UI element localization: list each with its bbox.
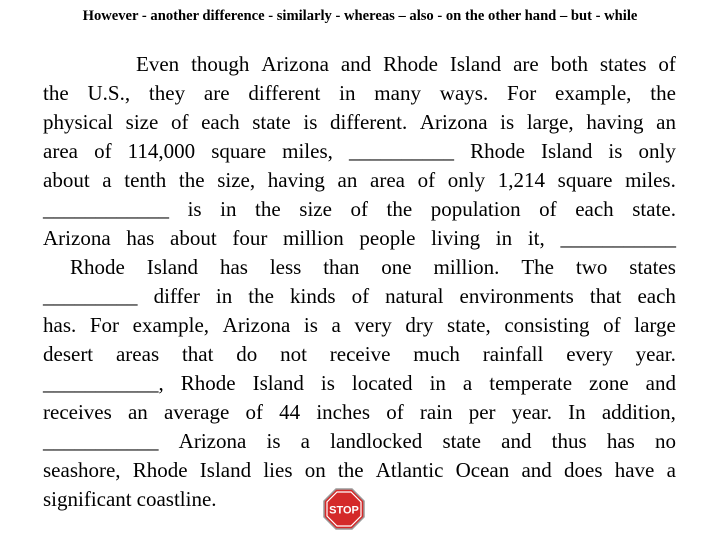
passage-word: each bbox=[575, 197, 614, 221]
passage-line bbox=[43, 311, 676, 340]
passage-word: different. bbox=[330, 110, 408, 134]
passage-word: state. bbox=[632, 197, 676, 221]
passage-word: and bbox=[501, 429, 532, 453]
passage-word: having bbox=[267, 168, 325, 192]
passage-line bbox=[43, 50, 676, 79]
passage-line bbox=[43, 137, 676, 166]
passage-word: is bbox=[266, 429, 281, 453]
passage-line bbox=[43, 224, 676, 253]
passage-word: desert bbox=[43, 342, 94, 366]
passage-word: state bbox=[252, 110, 291, 134]
passage-word: Ocean bbox=[455, 458, 510, 482]
passage-word: Island bbox=[146, 255, 199, 279]
passage-word: the bbox=[248, 284, 274, 308]
passage-word: it, bbox=[527, 226, 545, 250]
passage-word: a bbox=[102, 168, 112, 192]
passage-word: year. bbox=[511, 400, 552, 424]
passage-word: has bbox=[606, 429, 635, 453]
passage-word: states bbox=[599, 52, 647, 76]
passage-word: million. bbox=[433, 255, 500, 279]
passage-word: Arizona bbox=[43, 226, 111, 250]
passage-word: no bbox=[655, 429, 676, 453]
passage-word: Island bbox=[199, 458, 252, 482]
passage-word: landlocked bbox=[330, 429, 423, 453]
passage-word: each bbox=[637, 284, 676, 308]
passage-word: 114,000 bbox=[127, 139, 196, 163]
passage-word: of bbox=[94, 139, 112, 163]
passage bbox=[43, 50, 676, 514]
passage-word: tenth bbox=[124, 168, 167, 192]
passage-word: miles, bbox=[282, 139, 333, 163]
passage-word: Arizona bbox=[178, 429, 247, 453]
passage-word: people bbox=[359, 226, 416, 250]
passage-word: and bbox=[521, 458, 552, 482]
passage-word: example, bbox=[132, 313, 210, 337]
passage-word: though bbox=[191, 52, 250, 76]
passage-word: different bbox=[248, 81, 321, 105]
passage-word: large, bbox=[526, 110, 574, 134]
passage-word: natural bbox=[385, 284, 444, 308]
passage-word: million bbox=[283, 226, 344, 250]
passage-word: much bbox=[413, 342, 460, 366]
passage-line bbox=[43, 108, 676, 137]
passage-word: areas bbox=[115, 342, 160, 366]
passage-word: temperate bbox=[489, 371, 573, 395]
passage-line bbox=[43, 253, 676, 282]
passage-word: in bbox=[215, 284, 233, 308]
passage-word: is bbox=[187, 197, 202, 221]
passage-word: than bbox=[323, 255, 360, 279]
passage-word: zone bbox=[589, 371, 629, 395]
passage-word: has bbox=[219, 255, 248, 279]
passage-word: In bbox=[568, 400, 586, 424]
passage-word: of bbox=[417, 168, 436, 192]
passage-word: a bbox=[331, 313, 341, 337]
passage-word: of bbox=[351, 284, 370, 308]
passage-line bbox=[43, 427, 676, 456]
passage-word: they bbox=[148, 81, 186, 105]
passage-word: dry bbox=[405, 313, 434, 337]
passage-word: kinds bbox=[290, 284, 336, 308]
passage-word: one bbox=[381, 255, 412, 279]
passage-line bbox=[43, 456, 676, 485]
passage-word: an bbox=[127, 400, 148, 424]
passage-word: population bbox=[430, 197, 521, 221]
passage-word: size bbox=[125, 110, 159, 134]
passage-word: is bbox=[320, 371, 335, 395]
passage-word: only bbox=[638, 139, 676, 163]
passage-word: 44 bbox=[279, 400, 301, 424]
passage-word: Rhode bbox=[132, 458, 188, 482]
passage-word: about bbox=[170, 226, 217, 250]
passage-word: is bbox=[303, 313, 318, 337]
passage-word: that bbox=[589, 284, 622, 308]
answer-blank: ____________ bbox=[43, 197, 169, 221]
passage-word: Arizona bbox=[261, 52, 329, 76]
passage-word: about bbox=[43, 168, 90, 192]
stop-sign-label: STOP bbox=[329, 504, 359, 517]
passage-word: differ bbox=[153, 284, 200, 308]
passage-word: has. bbox=[43, 313, 77, 337]
answer-blank: _________ bbox=[43, 284, 138, 308]
answer-blank: ___________ bbox=[560, 226, 676, 250]
passage-word: and bbox=[340, 52, 372, 76]
passage-word: and bbox=[645, 371, 676, 395]
passage-word: is bbox=[303, 110, 318, 134]
passage-word: Rhode bbox=[70, 255, 125, 279]
passage-word: 1,214 bbox=[497, 168, 545, 192]
passage-word: square bbox=[557, 168, 613, 192]
passage-word: state, bbox=[447, 313, 491, 337]
passage-word: of bbox=[603, 313, 621, 337]
passage-word: a bbox=[666, 458, 676, 482]
passage-word: miles. bbox=[625, 168, 676, 192]
passage-word: less bbox=[269, 255, 302, 279]
stop-sign-icon bbox=[323, 488, 365, 530]
passage-word: seashore, bbox=[43, 458, 121, 482]
passage-word: living bbox=[431, 226, 481, 250]
answer-blank: ___________ bbox=[43, 429, 159, 453]
passage-word: inches bbox=[316, 400, 370, 424]
passage-word: state bbox=[442, 429, 481, 453]
passage-word: Island bbox=[252, 371, 304, 395]
passage-line bbox=[43, 195, 676, 224]
passage-word: ways. bbox=[439, 81, 489, 105]
passage-word: very bbox=[354, 313, 392, 337]
passage-word: an bbox=[337, 168, 358, 192]
passage-word: have bbox=[614, 458, 655, 482]
passage-word: in bbox=[429, 371, 446, 395]
passage-word: The bbox=[521, 255, 554, 279]
passage-word: every bbox=[566, 342, 613, 366]
passage-line bbox=[43, 79, 676, 108]
passage-word: For bbox=[507, 81, 537, 105]
passage-word: Island bbox=[449, 52, 502, 76]
passage-word: environments bbox=[459, 284, 574, 308]
passage-word: having bbox=[586, 110, 644, 134]
passage-word: the bbox=[255, 197, 281, 221]
passage-word: in bbox=[220, 197, 237, 221]
passage-word: average bbox=[164, 400, 230, 424]
passage-word: two bbox=[575, 255, 608, 279]
passage-word: For bbox=[89, 313, 120, 337]
passage-word: area bbox=[370, 168, 405, 192]
passage-word: in bbox=[495, 226, 513, 250]
passage-word: not bbox=[280, 342, 307, 366]
passage-word: receives bbox=[43, 400, 112, 424]
passage-word: do bbox=[236, 342, 258, 366]
passage-word: rain bbox=[419, 400, 453, 424]
passage-word: Island bbox=[541, 139, 593, 163]
passage-word: U.S., bbox=[87, 81, 131, 105]
passage-word: consisting bbox=[504, 313, 590, 337]
passage-word: the bbox=[650, 81, 676, 105]
passage-word: the bbox=[43, 81, 69, 105]
passage-word: many bbox=[374, 81, 421, 105]
passage-line bbox=[43, 282, 676, 311]
passage-word: lies bbox=[263, 458, 293, 482]
answer-blank: __________ bbox=[348, 139, 454, 163]
passage-word: are bbox=[513, 52, 539, 76]
passage-word: each bbox=[201, 110, 240, 134]
passage-word: coastline. bbox=[136, 487, 217, 511]
passage-word: Rhode bbox=[470, 139, 525, 163]
passage-word: of bbox=[350, 197, 368, 221]
passage-word: the bbox=[337, 458, 364, 482]
passage-word: of bbox=[539, 197, 557, 221]
passage-word: that bbox=[181, 342, 214, 366]
passage-word: Arizona bbox=[222, 313, 291, 337]
passage-word: Rhode bbox=[180, 371, 236, 395]
passage-word: a bbox=[300, 429, 310, 453]
passage-word: significant bbox=[43, 487, 132, 511]
passage-word: both bbox=[550, 52, 588, 76]
passage-word: Atlantic bbox=[375, 458, 444, 482]
passage-word: does bbox=[564, 458, 603, 482]
passage-word: area bbox=[43, 139, 78, 163]
passage-word: year. bbox=[635, 342, 676, 366]
passage-line bbox=[43, 369, 676, 398]
passage-word: addition, bbox=[601, 400, 676, 424]
passage-word: the bbox=[178, 168, 205, 192]
passage-word: a bbox=[462, 371, 473, 395]
passage-line bbox=[43, 166, 676, 195]
passage-word: has bbox=[126, 226, 155, 250]
passage-word: of bbox=[245, 400, 263, 424]
passage-word: located bbox=[351, 371, 413, 395]
passage-word: size, bbox=[217, 168, 256, 192]
passage-word: states bbox=[629, 255, 676, 279]
word-bank: However - another difference - similarly - whereas – also - on the other hand – but - while bbox=[82, 8, 638, 24]
passage-word: physical bbox=[43, 110, 113, 134]
passage-word: is bbox=[500, 110, 515, 134]
passage-word: on bbox=[304, 458, 326, 482]
passage-word: Arizona bbox=[419, 110, 488, 134]
passage-word: is bbox=[608, 139, 623, 163]
passage-word: example, bbox=[555, 81, 632, 105]
passage-word: thus bbox=[551, 429, 587, 453]
passage-word: of bbox=[170, 110, 189, 134]
passage-word: four bbox=[232, 226, 268, 250]
passage-word: rainfall bbox=[482, 342, 544, 366]
passage-word: an bbox=[656, 110, 676, 134]
passage-word: in bbox=[339, 81, 356, 105]
passage-word: Rhode bbox=[383, 52, 438, 76]
passage-word: size bbox=[299, 197, 332, 221]
passage-word: of bbox=[386, 400, 404, 424]
passage-word: of bbox=[658, 52, 676, 76]
passage-word: Even bbox=[136, 52, 180, 76]
passage-word: square bbox=[211, 139, 267, 163]
passage-line bbox=[43, 340, 676, 369]
answer-blank: ___________, bbox=[43, 371, 164, 395]
passage-word: only bbox=[447, 168, 486, 192]
passage-word: receive bbox=[329, 342, 391, 366]
passage-word: per bbox=[468, 400, 496, 424]
passage-line bbox=[43, 398, 676, 427]
passage-word: large bbox=[634, 313, 676, 337]
passage-word: are bbox=[203, 81, 230, 105]
passage-word: the bbox=[386, 197, 413, 221]
